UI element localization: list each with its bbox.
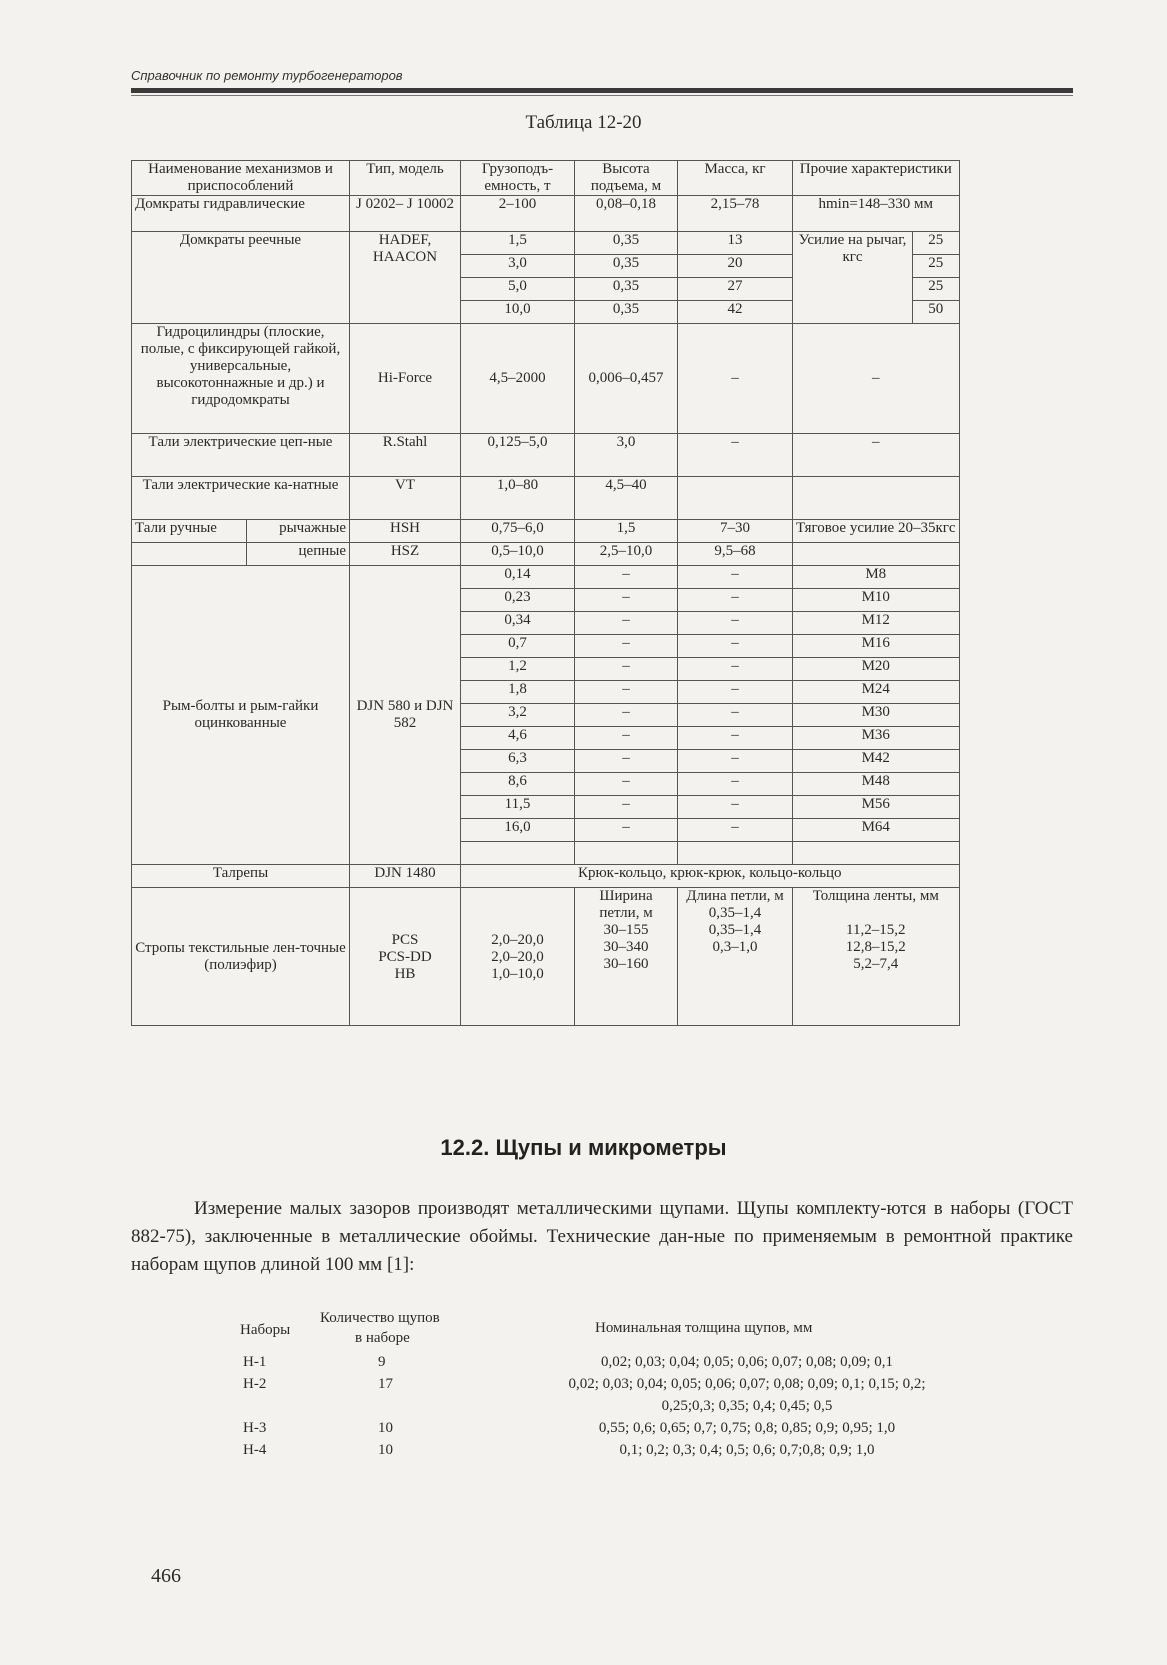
cell-empty <box>678 842 793 865</box>
cell-mass: – <box>678 750 793 773</box>
header-rule <box>131 88 1073 93</box>
table-row <box>132 232 960 255</box>
feeler-count: 10 <box>378 1420 393 1436</box>
cell-height: 0,08–0,18 <box>575 196 678 232</box>
cell-model: HSZ <box>350 543 461 566</box>
sling-length-header: Длина петли, м <box>686 888 784 904</box>
cell-height: 1,5 <box>575 520 678 543</box>
eye-bolt-rows <box>132 566 960 865</box>
table-row <box>132 520 960 543</box>
cell-other: – <box>793 434 960 477</box>
feeler-values-cont: 0,25;0,3; 0,35; 0,4; 0,45; 0,5 <box>661 1398 833 1414</box>
cell-thread: M8 <box>793 566 960 589</box>
cell-thread: M10 <box>793 589 960 612</box>
sling-capacity: 2,0–20,0 <box>491 932 544 948</box>
cell-empty <box>793 842 960 865</box>
cell-mass: 42 <box>678 301 793 324</box>
feeler-col-thickness: Номинальная толщина щупов, мм <box>595 1320 813 1336</box>
th-mass: Масса, кг <box>678 161 793 196</box>
feeler-values: 0,02; 0,03; 0,04; 0,05; 0,06; 0,07; 0,08; 0,09; 0,1 <box>600 1354 894 1370</box>
cell-height: – <box>575 681 678 704</box>
cell-thread: M36 <box>793 727 960 750</box>
cell-mass: – <box>678 681 793 704</box>
feeler-col-count: Количество щупов <box>320 1310 440 1326</box>
cell-other: – <box>793 324 960 434</box>
cell-mass: 7–30 <box>678 520 793 543</box>
cell-other <box>793 477 960 520</box>
cell-sub: цепные <box>247 543 350 566</box>
page-number: 466 <box>151 1565 181 1587</box>
cell-name: Стропы текстильные лен-точные (полиэфир) <box>132 888 350 1026</box>
cell-capacity: 2–100 <box>461 196 575 232</box>
table-header-row <box>132 161 960 196</box>
cell-thread: M12 <box>793 612 960 635</box>
feeler-col-count-2: в наборе <box>355 1330 410 1346</box>
cell-model <box>350 888 461 1026</box>
cell-mass: – <box>678 566 793 589</box>
sling-length: 0,35–1,4 <box>708 905 762 921</box>
cell-mass: – <box>678 324 793 434</box>
cell-height: 3,0 <box>575 434 678 477</box>
cell-force-label: Усилие на рычаг, кгс <box>793 232 913 324</box>
section-title: 12.2. Щупы и микрометры <box>440 1135 727 1160</box>
cell-mass: – <box>678 773 793 796</box>
cell-thread: M64 <box>793 819 960 842</box>
feeler-values: 0,02; 0,03; 0,04; 0,05; 0,06; 0,07; 0,08; 0,09; 0,1; 0,15; 0,2; <box>568 1376 926 1392</box>
cell-other: hmin=148–330 мм <box>793 196 960 232</box>
cell-capacity: 1,8 <box>461 681 575 704</box>
cell-model: R.Stahl <box>350 434 461 477</box>
cell-height: – <box>575 819 678 842</box>
cell-name: Домкраты реечные <box>132 232 350 324</box>
sling-capacity: 1,0–10,0 <box>491 966 544 982</box>
cell-mass: – <box>678 612 793 635</box>
cell-model: HADEF, HAACON <box>350 232 461 324</box>
cell-name: Рым-болты и рым-гайки оцинкованные <box>132 566 350 865</box>
cell-model: DJN 580 и DJN 582 <box>350 566 461 865</box>
feeler-count: 10 <box>378 1442 393 1458</box>
cell-thread: M56 <box>793 796 960 819</box>
cell-thread: M30 <box>793 704 960 727</box>
cell-height: – <box>575 750 678 773</box>
sling-model: PCS <box>391 932 419 948</box>
cell-mass: 20 <box>678 255 793 278</box>
sling-length: 0,35–1,4 <box>708 922 762 938</box>
cell-capacity: 0,75–6,0 <box>461 520 575 543</box>
cell-capacity: 4,5–2000 <box>461 324 575 434</box>
cell-model: J 0202– J 10002 <box>350 196 461 232</box>
cell-capacity: 4,6 <box>461 727 575 750</box>
feeler-count: 17 <box>378 1376 393 1392</box>
cell-mass: 2,15–78 <box>678 196 793 232</box>
cell-height: – <box>575 566 678 589</box>
cell-empty <box>132 543 247 566</box>
cell-model: DJN 1480 <box>350 865 461 888</box>
cell-capacity: 0,125–5,0 <box>461 434 575 477</box>
cell-width <box>575 888 678 1026</box>
cell-model: VT <box>350 477 461 520</box>
sling-capacity: 2,0–20,0 <box>491 949 544 965</box>
cell-height: 0,35 <box>575 301 678 324</box>
table-row <box>132 888 960 1026</box>
feeler-set: Н-1 <box>243 1354 267 1370</box>
cell-name: Талрепы <box>132 865 350 888</box>
th-model: Тип, модель <box>350 161 461 196</box>
cell-force: 25 <box>913 278 960 301</box>
cell-capacity: 16,0 <box>461 819 575 842</box>
cell-capacity: 1,0–80 <box>461 477 575 520</box>
cell-height: – <box>575 658 678 681</box>
cell-other <box>793 543 960 566</box>
sling-width: 30–160 <box>603 956 649 972</box>
table-row <box>132 324 960 434</box>
sling-model: PCS-DD <box>378 949 432 965</box>
cell-capacity: 0,23 <box>461 589 575 612</box>
cell-length <box>678 888 793 1026</box>
cell-capacity: 0,5–10,0 <box>461 543 575 566</box>
cell-empty <box>461 842 575 865</box>
cell-force: 25 <box>913 255 960 278</box>
cell-capacity: 1,2 <box>461 658 575 681</box>
cell-thread: M42 <box>793 750 960 773</box>
table-row <box>132 865 960 888</box>
sling-width-header: Ширина петли, м <box>599 888 653 921</box>
table-row <box>132 477 960 520</box>
cell-mass: – <box>678 658 793 681</box>
table-row <box>132 543 960 566</box>
cell-height: – <box>575 635 678 658</box>
cell-mass: 13 <box>678 232 793 255</box>
th-capacity: Грузоподъ-емность, т <box>461 161 575 196</box>
cell-capacity: 0,14 <box>461 566 575 589</box>
feeler-col-set: Наборы <box>240 1322 291 1338</box>
cell-height: – <box>575 727 678 750</box>
cell-mass: – <box>678 796 793 819</box>
cell-name: Тали ручные <box>132 520 247 543</box>
feeler-values: 0,1; 0,2; 0,3; 0,4; 0,5; 0,6; 0,7;0,8; 0,9; 1,0 <box>619 1442 875 1458</box>
cell-mass: 9,5–68 <box>678 543 793 566</box>
th-other: Прочие характеристики <box>793 161 960 196</box>
cell-force: 25 <box>913 232 960 255</box>
sling-thickness: 11,2–15,2 <box>846 922 906 938</box>
cell-height: – <box>575 612 678 635</box>
feeler-set: Н-2 <box>243 1376 267 1392</box>
cell-model: HSH <box>350 520 461 543</box>
sling-thickness: 12,8–15,2 <box>845 939 906 955</box>
cell-other: Тяговое усилие 20–35кгс <box>793 520 960 543</box>
cell-desc: Крюк-кольцо, крюк-крюк, кольцо-кольцо <box>461 865 960 888</box>
table-row <box>132 196 960 232</box>
cell-mass: – <box>678 819 793 842</box>
feeler-count: 9 <box>378 1354 386 1370</box>
cell-force: 50 <box>913 301 960 324</box>
sling-thickness-header: Толщина ленты, мм <box>812 888 939 904</box>
cell-height: 0,35 <box>575 255 678 278</box>
cell-thread: M24 <box>793 681 960 704</box>
feeler-values: 0,55; 0,6; 0,65; 0,7; 0,75; 0,8; 0,85; 0,9; 0,95; 1,0 <box>598 1420 896 1436</box>
cell-mass: – <box>678 727 793 750</box>
cell-thickness <box>793 888 960 1026</box>
running-header: Справочник по ремонту турбогенераторов <box>131 68 403 83</box>
sling-width: 30–340 <box>603 939 649 955</box>
table-row <box>132 434 960 477</box>
th-name: Наименование механизмов и приспособлений <box>132 161 350 196</box>
cell-mass: 27 <box>678 278 793 301</box>
sling-thickness: 5,2–7,4 <box>853 956 899 972</box>
cell-capacity: 0,7 <box>461 635 575 658</box>
header-rule-thin <box>131 95 1073 96</box>
cell-mass: – <box>678 589 793 612</box>
cell-mass <box>678 477 793 520</box>
cell-capacity: 11,5 <box>461 796 575 819</box>
sling-width: 30–155 <box>603 922 649 938</box>
cell-capacity: 5,0 <box>461 278 575 301</box>
cell-name: Домкраты гидравлические <box>132 196 350 232</box>
cell-height: 0,35 <box>575 232 678 255</box>
cell-height: 4,5–40 <box>575 477 678 520</box>
cell-capacity: 3,2 <box>461 704 575 727</box>
sling-length: 0,3–1,0 <box>712 939 758 955</box>
sling-model: HB <box>394 966 416 982</box>
th-height: Высота подъема, м <box>575 161 678 196</box>
cell-capacity: 1,5 <box>461 232 575 255</box>
cell-capacity: 8,6 <box>461 773 575 796</box>
cell-capacity <box>461 888 575 1026</box>
cell-sub: рычажные <box>247 520 350 543</box>
table-caption: Таблица 12-20 <box>525 112 642 133</box>
cell-height: – <box>575 589 678 612</box>
cell-thread: M16 <box>793 635 960 658</box>
cell-thread: M20 <box>793 658 960 681</box>
cell-empty <box>575 842 678 865</box>
cell-thread: M48 <box>793 773 960 796</box>
cell-mass: – <box>678 704 793 727</box>
cell-height: 0,35 <box>575 278 678 301</box>
cell-name: Гидроцилиндры (плоские, полые, с фиксирующей гайкой, универсальные, высокотоннажные и др.) и гидродомкраты <box>132 324 350 434</box>
cell-height: 0,006–0,457 <box>575 324 678 434</box>
cell-name: Тали электрические цеп-ные <box>132 434 350 477</box>
cell-model: Hi-Force <box>350 324 461 434</box>
feeler-set: Н-4 <box>243 1442 267 1458</box>
cell-mass: – <box>678 434 793 477</box>
cell-name: Тали электрические ка-натные <box>132 477 350 520</box>
equipment-table <box>131 160 960 1026</box>
cell-height: 2,5–10,0 <box>575 543 678 566</box>
cell-height: – <box>575 704 678 727</box>
table-row <box>132 566 960 589</box>
cell-capacity: 0,34 <box>461 612 575 635</box>
cell-capacity: 6,3 <box>461 750 575 773</box>
feeler-set: Н-3 <box>243 1420 267 1436</box>
cell-height: – <box>575 773 678 796</box>
body-paragraph: Измерение малых зазоров производят металлическими щупами. Щупы комплекту-ются в наборы (ГОСТ 882-75), заключенные в металлические обоймы. Технические дан-ные по применяемым в ремонтной практике наборам щупов длиной 100 мм [1]: <box>131 1198 1073 1275</box>
cell-capacity: 10,0 <box>461 301 575 324</box>
cell-height: – <box>575 796 678 819</box>
cell-mass: – <box>678 635 793 658</box>
cell-capacity: 3,0 <box>461 255 575 278</box>
